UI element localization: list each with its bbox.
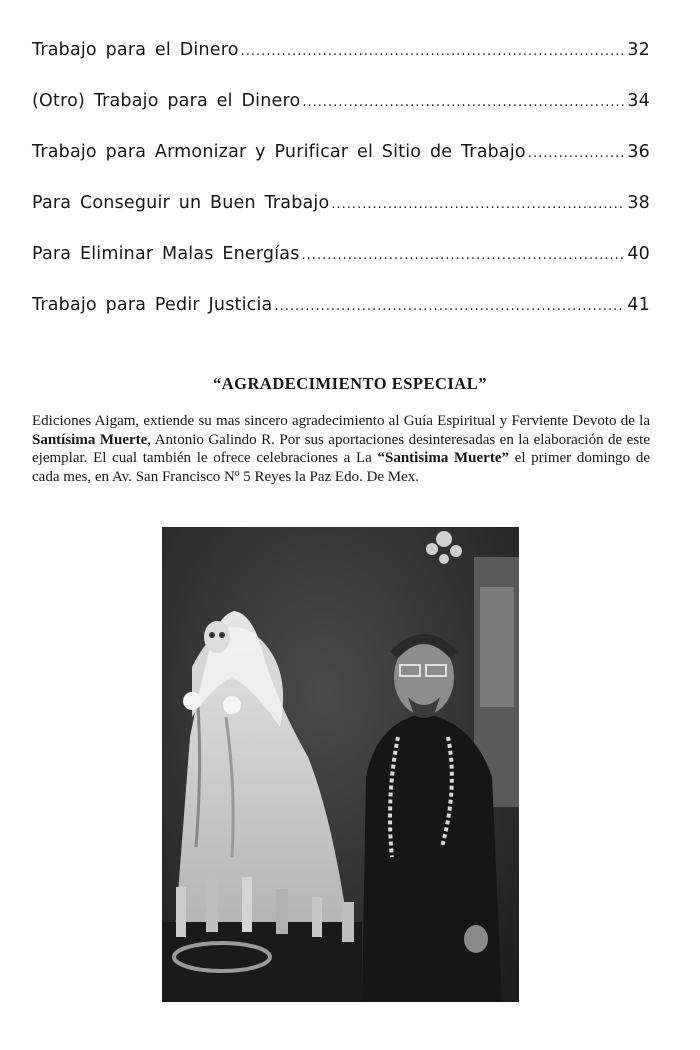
- toc-entry: [32, 295, 650, 346]
- toc-leader-dots: [241, 44, 626, 59]
- toc-entry-title: Trabajo para el Dinero: [32, 40, 239, 60]
- right-shelf: [480, 587, 514, 707]
- toc-entry-title: Trabajo para Pedir Justicia: [32, 295, 273, 315]
- paragraph-text: Ediciones Aigam, extiende su mas sincero agradecimiento al Guía Espiritual y Ferviente Devoto de la: [32, 413, 650, 429]
- paragraph-text: el primer domingo de cada mes, en Av. San Francisco Nº 5 Reyes la Paz Edo. De Mex.: [32, 450, 650, 485]
- toc-entry-title: (Otro) Trabajo para el Dinero: [32, 91, 301, 111]
- toc-leader-dots: [331, 197, 625, 212]
- toc-leader-dots: [302, 95, 625, 110]
- toc-entry: [32, 40, 650, 91]
- toc-leader-dots: [302, 248, 626, 263]
- toc-entry: [32, 91, 650, 142]
- emphasized-name: “Santisima Muerte”: [377, 450, 509, 466]
- toc-entry-title: Trabajo para Armonizar y Purificar el Sitio de Trabajo: [32, 142, 526, 162]
- toc-entry-page: 34: [627, 91, 650, 111]
- toc-entry-page: 38: [627, 193, 650, 213]
- toc-leader-dots: [528, 146, 626, 161]
- toc-entry: [32, 193, 650, 244]
- toc-entry: [32, 142, 650, 193]
- toc-entry: [32, 244, 650, 295]
- table-of-contents: [32, 40, 650, 346]
- toc-entry-title: Para Eliminar Malas Energías: [32, 244, 300, 264]
- section-heading: “AGRADECIMIENTO ESPECIAL”: [213, 374, 487, 393]
- toc-entry-title: Para Conseguir un Buen Trabajo: [32, 193, 330, 213]
- toc-entry-page: 32: [627, 40, 650, 60]
- toc-entry-page: 36: [627, 142, 650, 162]
- acknowledgment-paragraph: [32, 412, 650, 486]
- photo-illustration: [162, 527, 519, 1002]
- emphasized-name: Santísima Muerte: [32, 431, 148, 448]
- paragraph-text: , Antonio Galindo R. Por sus aportaciones desinteresadas en la elaboración de este ejemplar. El cual también le ofrece celebraciones a La: [32, 431, 650, 466]
- toc-entry-page: 40: [627, 244, 650, 264]
- toc-entry-page: 41: [627, 295, 650, 315]
- toc-leader-dots: [274, 299, 625, 314]
- photo: [162, 527, 519, 1002]
